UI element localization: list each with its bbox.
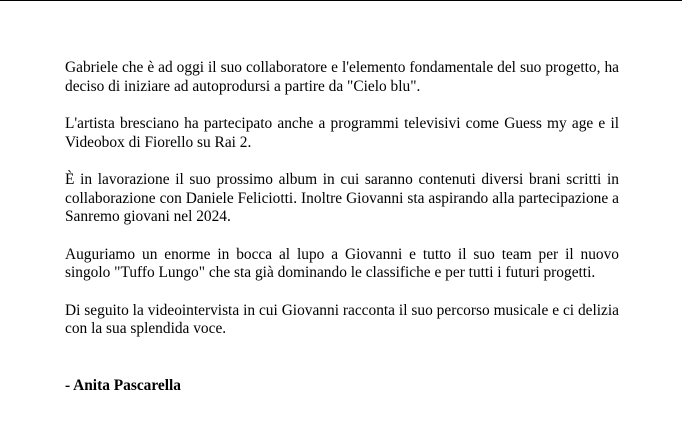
paragraph-tv-programs: L'artista bresciano ha partecipato anche a programmi televisivi come Guess my age e il Videobox di Fiorello su Rai 2.	[65, 115, 619, 151]
author-signature: - Anita Pascarella	[65, 376, 181, 394]
article-body	[65, 59, 619, 395]
paragraph-video-interview: Di seguito la videointervista in cui Giovanni racconta il suo percorso musicale e ci delizia con la sua splendida voce.	[65, 301, 619, 337]
top-divider	[0, 0, 682, 1]
paragraph-new-album: È in lavorazione il suo prossimo album in cui saranno contenuti diversi brani scritti in collaborazione con Daniele Feliciotti. Inoltre Giovanni sta aspirando alla partecipazione a Sanremo giovani nel 2024.	[65, 171, 619, 225]
paragraph-collaborator: Gabriele che è ad oggi il suo collaboratore e l'elemento fondamentale del suo progetto, ha deciso di iniziare ad autoprodursi a partire da "Cielo blu".	[65, 59, 619, 95]
paragraph-good-luck: Auguriamo un enorme in bocca al lupo a Giovanni e tutto il suo team per il nuovo singolo "Tuffo Lungo" che sta già dominando le classifiche e per tutti i futuri progetti.	[65, 245, 619, 281]
